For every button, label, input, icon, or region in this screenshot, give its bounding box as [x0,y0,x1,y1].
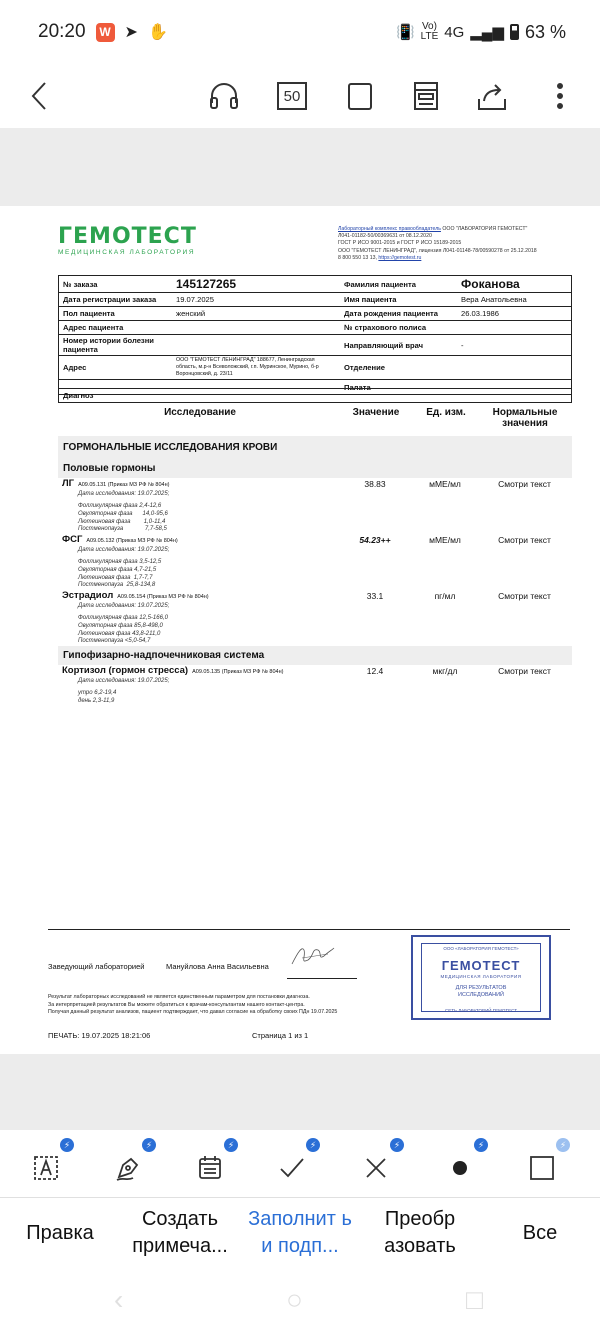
website-link[interactable]: https://gemotest.ru [378,254,422,261]
reg-date-value: 19.07.2025 [176,295,215,304]
stamp-bottom-text: СЕТЬ ЛАБОРАТОРИЙ ГЕМОТЕСТ [445,1008,517,1013]
patient-address-value [172,321,340,334]
test-unit: мМЕ/мл [429,535,461,545]
calendar-icon [195,1153,225,1183]
logo-text: ГЕМОТЕСТ [58,224,197,249]
order-label: № заказа [63,279,98,289]
subsection-sex-hormones: Половые гормоны [58,458,572,478]
col-unit: Ед. изм. [426,407,466,418]
patient-name: Вера Анатольевна [461,295,527,304]
fullscreen-button[interactable] [338,74,382,118]
name-label: Имя пациента [344,295,397,304]
disclaimer-line: Результат лабораторных исследований не является единственным параметром для постановки диагноза. [48,994,310,1000]
birth-date: 26.03.1986 [461,309,500,318]
test-value-elevated: 54.23++ [359,535,391,545]
back-button[interactable] [18,74,62,118]
disclaimer-line: За интерпретацией результатов Вы можете обратиться к врачам-консультантам нашего контакт-центра. [48,1001,305,1008]
premium-badge-icon: ⚡ [224,1138,238,1152]
patient-header-table [58,275,572,395]
pen-nib-icon [113,1153,143,1183]
disclaimer [48,994,398,1017]
sex-label: Пол пациента [63,309,115,318]
subsection-pituitary-adrenal: Гипофизарно-надпочечниковая система [58,646,572,665]
license-text-2: Л041-01182-50/00369631 от 08.12.2020 [338,233,432,240]
tab-create-note[interactable]: Создать примеча... [132,1208,228,1257]
insurance-label: № страхового полиса [344,323,427,332]
battery-percent: 63 % [524,21,566,42]
test-date: Дата исследования: 19.07.2025; [78,491,170,497]
tab-all[interactable]: Все [522,1221,558,1244]
vibrate-icon: 📳 [395,24,415,41]
test-name [62,478,169,489]
stamp-top-text: ООО «ЛАБОРАТОРИЯ ГЕМОТЕСТ» [443,946,519,951]
test-title: Кортизол (гормон стресса) [62,665,189,676]
header-row [59,335,571,356]
address-value: ООО "ГЕМОТЕСТ ЛЕНИНГРАД" 188677, Ленинградская область, м.р-н Всеволожский, г.п. Муринское, Мурино, б-р Воронцовский, д. 23/11 [176,357,319,377]
signature-line [287,978,357,979]
test-date: Дата исследования: 19.07.2025; [78,678,170,684]
ward-label: Палата [344,382,371,392]
fullscreen-icon [343,79,377,113]
tab-fill-sign[interactable]: Заполнит ь и подп... [248,1208,352,1257]
test-code: A09.05.135 (Приказ МЗ РФ № 804н) [192,669,284,675]
premium-badge-icon: ⚡ [556,1138,570,1152]
stamp-subtitle: МЕДИЦИНСКАЯ ЛАБОРАТОРИЯ [440,974,522,979]
more-vertical-icon [543,79,577,113]
test-reference: Смотри текст [498,479,551,489]
test-title: ФСГ [62,534,83,545]
test-title: ЛГ [62,478,75,489]
nav-recents-icon[interactable]: □ [466,1284,483,1315]
text-box-icon [31,1153,61,1183]
test-name [62,534,178,545]
address-label: Адрес [63,363,87,372]
bottom-actions [0,1198,600,1268]
pen-tool[interactable] [108,1139,153,1188]
sex-value: женский [176,309,206,318]
header-row [59,276,571,293]
test-value: 12.4 [366,666,384,676]
signal-icon: ▂▄▆ [470,24,504,41]
col-study: Исследование [164,407,236,418]
stamp-purpose: ДЛЯ РЕЗУЛЬТАТОВ ИССЛЕДОВАНИЙ [455,985,507,998]
test-unit: мкг/дл [432,666,458,676]
text-box-tool[interactable] [26,1139,71,1188]
premium-badge-icon: ⚡ [60,1138,74,1152]
license-info [338,226,578,262]
stamp-brand: ГЕМОТЕСТ [441,958,521,973]
license-phone: 8 800 550 13 13, [338,254,379,261]
test-date: Дата исследования: 19.07.2025; [78,547,170,553]
viewer-background-top [0,128,600,206]
disclaimer-line: Получая данный результат анализов, пациент подтверждает, что давал согласие на обработку своих ПДн 19.07.2025 [48,1009,338,1015]
system-nav-bar [0,1268,600,1326]
more-menu-button[interactable] [538,74,582,118]
patient-surname: Фоканова [461,277,520,291]
referring-label: Направляющий врач [344,340,424,350]
department-label: Отделение [344,363,385,372]
birth-label: Дата рождения пациента [344,309,438,318]
header-row [59,307,571,321]
header-row [59,293,571,307]
checkmark-tool[interactable] [272,1139,317,1188]
lab-stamp [411,935,551,1020]
col-norm: Нормальные значения [492,407,558,429]
view-mode-button[interactable] [404,74,448,118]
license-text-1: ООО "ЛАБОРАТОРИЯ ГЕМОТЕСТ" [440,226,528,232]
patient-address-label: Адрес пациента [63,323,124,332]
nav-back-icon[interactable]: ‹ [114,1284,124,1315]
test-value: 33.1 [366,591,384,601]
stamp-inner-border [421,943,541,1012]
read-aloud-button[interactable] [202,74,246,118]
premium-badge-icon: ⚡ [474,1138,488,1152]
rectangle-icon [527,1153,557,1183]
license-text-4: ООО "ГЕМОТЕСТ ЛЕНИНГРАД", лицензия Л041-01148-78/00590278 от 25.12.2018 [338,247,537,254]
referring-value: - [461,340,464,350]
document-view-icon [409,79,443,113]
gemotest-logo [58,226,197,256]
tab-convert[interactable]: Преобр азовать [384,1208,456,1257]
department-value [457,356,571,379]
test-norms: Фолликулярная фаза 3,5-12,5 Овуляторная фаза 4,7-21,5 Лютеиновая фаза 1,7-7,7 Постменопауза 25,8-134,8 [78,559,162,589]
premium-badge-icon: ⚡ [390,1138,404,1152]
status-bar [0,0,600,64]
annotation-toolbar [0,1130,600,1198]
test-title: Эстрадиол [62,590,114,601]
dot-icon [445,1153,475,1183]
test-norms: Фолликулярная фаза 2,4-12,6 Овуляторная фаза 14,0-95,6 Лютеиновая фаза 1,0-11,4 Постменопауза 7,7-58,5 [78,503,168,533]
back-arrow-icon [23,79,57,113]
checkmark-icon [277,1153,307,1183]
nav-home-icon[interactable]: ○ [286,1284,303,1315]
test-reference: Смотри текст [498,591,551,601]
top-toolbar [0,64,600,128]
cross-tool[interactable] [356,1139,401,1188]
status-time: 20:20 [38,21,86,42]
page-count: 50 [277,82,307,110]
test-unit: пг/мл [434,591,456,601]
footer-divider [48,929,570,930]
test-reference: Смотри текст [498,535,551,545]
test-unit: мМЕ/мл [429,479,461,489]
headphones-icon [207,79,241,113]
signature-image [288,942,338,970]
date-tool[interactable] [190,1139,235,1188]
viewer-background-bottom [0,1054,600,1130]
history-value [172,335,340,355]
test-reference: Смотри текст [498,666,551,676]
header-row [59,356,571,380]
dot-tool[interactable] [440,1139,485,1188]
license-link[interactable]: Лабораторный комплекс правообладатель [338,226,441,232]
test-name [62,590,209,601]
cross-icon [361,1153,391,1183]
premium-badge-icon: ⚡ [142,1138,156,1152]
test-name [62,665,283,676]
test-date: Дата исследования: 19.07.2025; [78,603,170,609]
app-notification-icon: W [96,23,115,42]
page-info: Страница 1 из 1 [252,1031,309,1040]
section-title: ГОРМОНАЛЬНЫЕ ИССЛЕДОВАНИЯ КРОВИ [58,436,572,458]
battery-icon [510,24,519,40]
print-timestamp: ПЕЧАТЬ: 19.07.2025 18:21:06 [48,1031,151,1040]
history-label: Номер истории болезни пациента [63,336,154,354]
test-code: A09.05.132 (Приказ МЗ РФ № 804н) [86,538,178,544]
test-code: A09.05.154 (Приказ МЗ РФ № 804н) [117,594,209,600]
test-norms: Фолликулярная фаза 12,5-166,0 Овуляторная фаза 85,8-498,0 Лютеиновая фаза 43,8-211,0 Постменопауза <5,0-54,7 [78,615,168,645]
volte-icon: Vo) LTE [420,21,439,42]
premium-badge-icon: ⚡ [306,1138,320,1152]
logo-subtitle: МЕДИЦИНСКАЯ ЛАБОРАТОРИЯ [58,249,196,256]
test-code: A09.05.131 (Приказ МЗ РФ № 804н) [78,482,170,488]
lab-head-name: Мануйлова Анна Васильевна [166,962,269,971]
col-value: Значение [352,407,400,418]
license-text-3: ГОСТ Р ИСО 9001-2015 и ГОСТ Р ИСО 15189-2015 [338,240,462,247]
insurance-value [457,321,571,334]
telegram-icon: ➤ [124,24,138,41]
document-page[interactable] [0,206,600,1054]
header-row [59,321,571,335]
reg-date-label: Дата регистрации заказа [63,295,157,304]
surname-label: Фамилия пациента [344,279,416,289]
hand-icon: ✋ [147,24,168,41]
network-type: 4G [444,23,465,41]
page-count-button[interactable] [270,74,314,118]
test-norms: утро 6,2-19,4 день 2,3-11,9 [78,690,117,704]
order-number: 145127265 [176,277,237,291]
share-icon [475,79,509,113]
test-value: 38.83 [364,479,386,489]
share-button[interactable] [470,74,514,118]
diagnosis-row: Диагноз [58,388,572,403]
lab-head-label: Заведующий лабораторией [48,962,145,971]
tab-edit[interactable]: Правка [26,1221,94,1244]
rectangle-tool[interactable] [522,1139,567,1188]
